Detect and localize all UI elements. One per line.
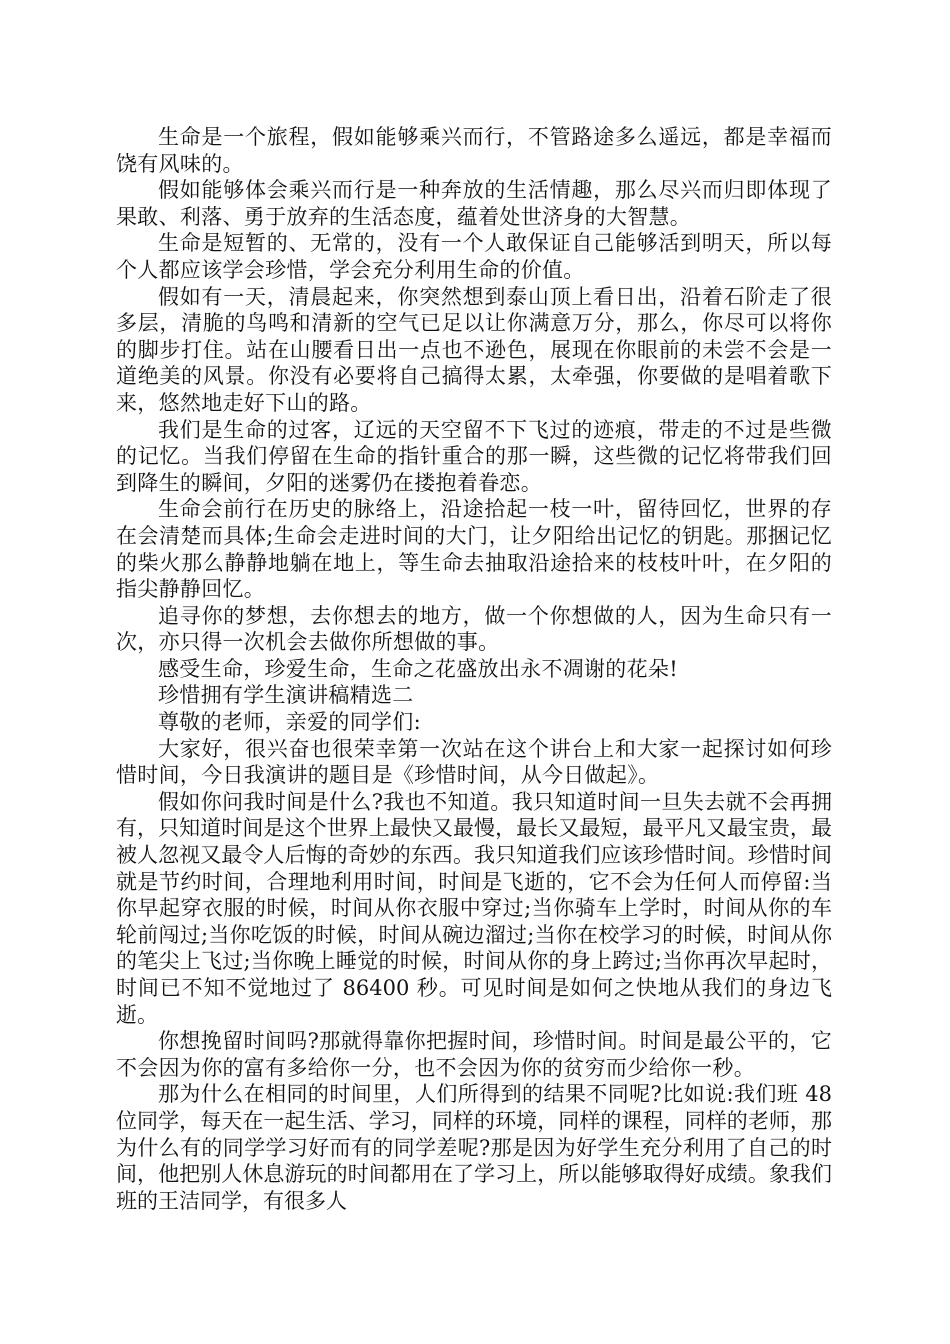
paragraph: 我们是生命的过客，辽远的天空留不下飞过的迹痕，带走的不过是些微的记忆。当我们停留在生命的指针重合的那一瞬，这些微的记忆将带我们回到降生的瞬间，夕阳的迷雾仍在搂抱着眷恋。 xyxy=(116,417,832,495)
paragraph: 生命会前行在历史的脉络上，沿途拾起一枝一叶，留待回忆，世界的存在会清楚而具体;生命会走进时间的大门，让夕阳给出记忆的钥匙。那捆记忆的柴火那么静静地躺在地上，等生命去抽取沿途拾来的枝枝叶叶，在夕阳的指尖静静回忆。 xyxy=(116,497,832,602)
paragraph: 追寻你的梦想，去你想去的地方，做一个你想做的人，因为生命只有一次，亦只得一次机会去做你所想做的事。 xyxy=(116,603,832,655)
paragraph: 假如你问我时间是什么?我也不知道。我只知道时间一旦失去就不会再拥有，只知道时间是这个世界上最快又最慢，最长又最短，最平凡又最宝贵，最被人忽视又最令人后悔的奇妙的东西。我只知道我们应该珍惜时间。珍惜时间就是节约时间，合理地利用时间，时间是飞逝的，它不会为任何人而停留:当你早起穿衣服的时候，时间从你衣服中穿过;当你骑车上学时，时间从你的车轮前闯过;当你吃饭的时候，时间从碗边溜过;当你在校学习的时候，时间从你的笔尖上飞过;当你晚上睡觉的时候，时间从你的身上跨过;当你再次早起时，时间已不知不觉地过了 86400 秒。可见时间是如何之快地从我们的身边飞逝。 xyxy=(116,789,832,1027)
salutation: 尊敬的老师，亲爱的同学们: xyxy=(158,710,421,735)
paragraph: 生命是短暂的、无常的，没有一个人敢保证自己能够活到明天，所以每个人都应该学会珍惜，学会充分利用生命的价值。 xyxy=(116,231,832,282)
paragraph: 感受生命，珍爱生命，生命之花盛放出永不凋谢的花朵! xyxy=(158,656,678,681)
paragraph: 生命是一个旅程，假如能够乘兴而行，不管路途多么遥远，都是幸福而饶有风味的。 xyxy=(116,125,832,176)
paragraph: 假如有一天，清晨起来，你突然想到泰山顶上看日出，沿着石阶走了很多层，清脆的鸟鸣和清新的空气已足以让你满意万分，那么，你尽可以将你的脚步打住。站在山腰看日出一点也不逊色，展现在你眼前的未尝不会是一道绝美的风景。你没有必要将自己搞得太累，太牵强，你要做的是唱着歌下来，悠然地走好下山的路。 xyxy=(116,284,832,415)
section-heading: 珍惜拥有学生演讲稿精选二 xyxy=(158,683,414,708)
document-body xyxy=(116,124,832,1214)
paragraph: 你想挽留时间吗?那就得靠你把握时间，珍惜时间。时间是最公平的，它不会因为你的富有多给你一分，也不会因为你的贫穷而少给你一秒。 xyxy=(116,1029,832,1080)
paragraph: 那为什么在相同的时间里，人们所得到的结果不同呢?比如说:我们班 48 位同学，每天在一起生活、学习，同样的环境，同样的课程，同样的老师，那为什么有的同学学习好而有的同学差呢?那是因为好学生充分利用了自己的时间，他把别人休息游玩的时间都用在了学习上，所以能够取得好成绩。象我们班的王洁同学，有很多人 xyxy=(116,1082,832,1213)
paragraph: 假如能够体会乘兴而行是一种奔放的生活情趣，那么尽兴而归即体现了果敢、利落、勇于放弃的生活态度，蕴着处世济身的大智慧。 xyxy=(116,178,832,229)
paragraph: 大家好，很兴奋也很荣幸第一次站在这个讲台上和大家一起探讨如何珍惜时间，今日我演讲的题目是《珍惜时间，从今日做起》。 xyxy=(116,736,832,788)
